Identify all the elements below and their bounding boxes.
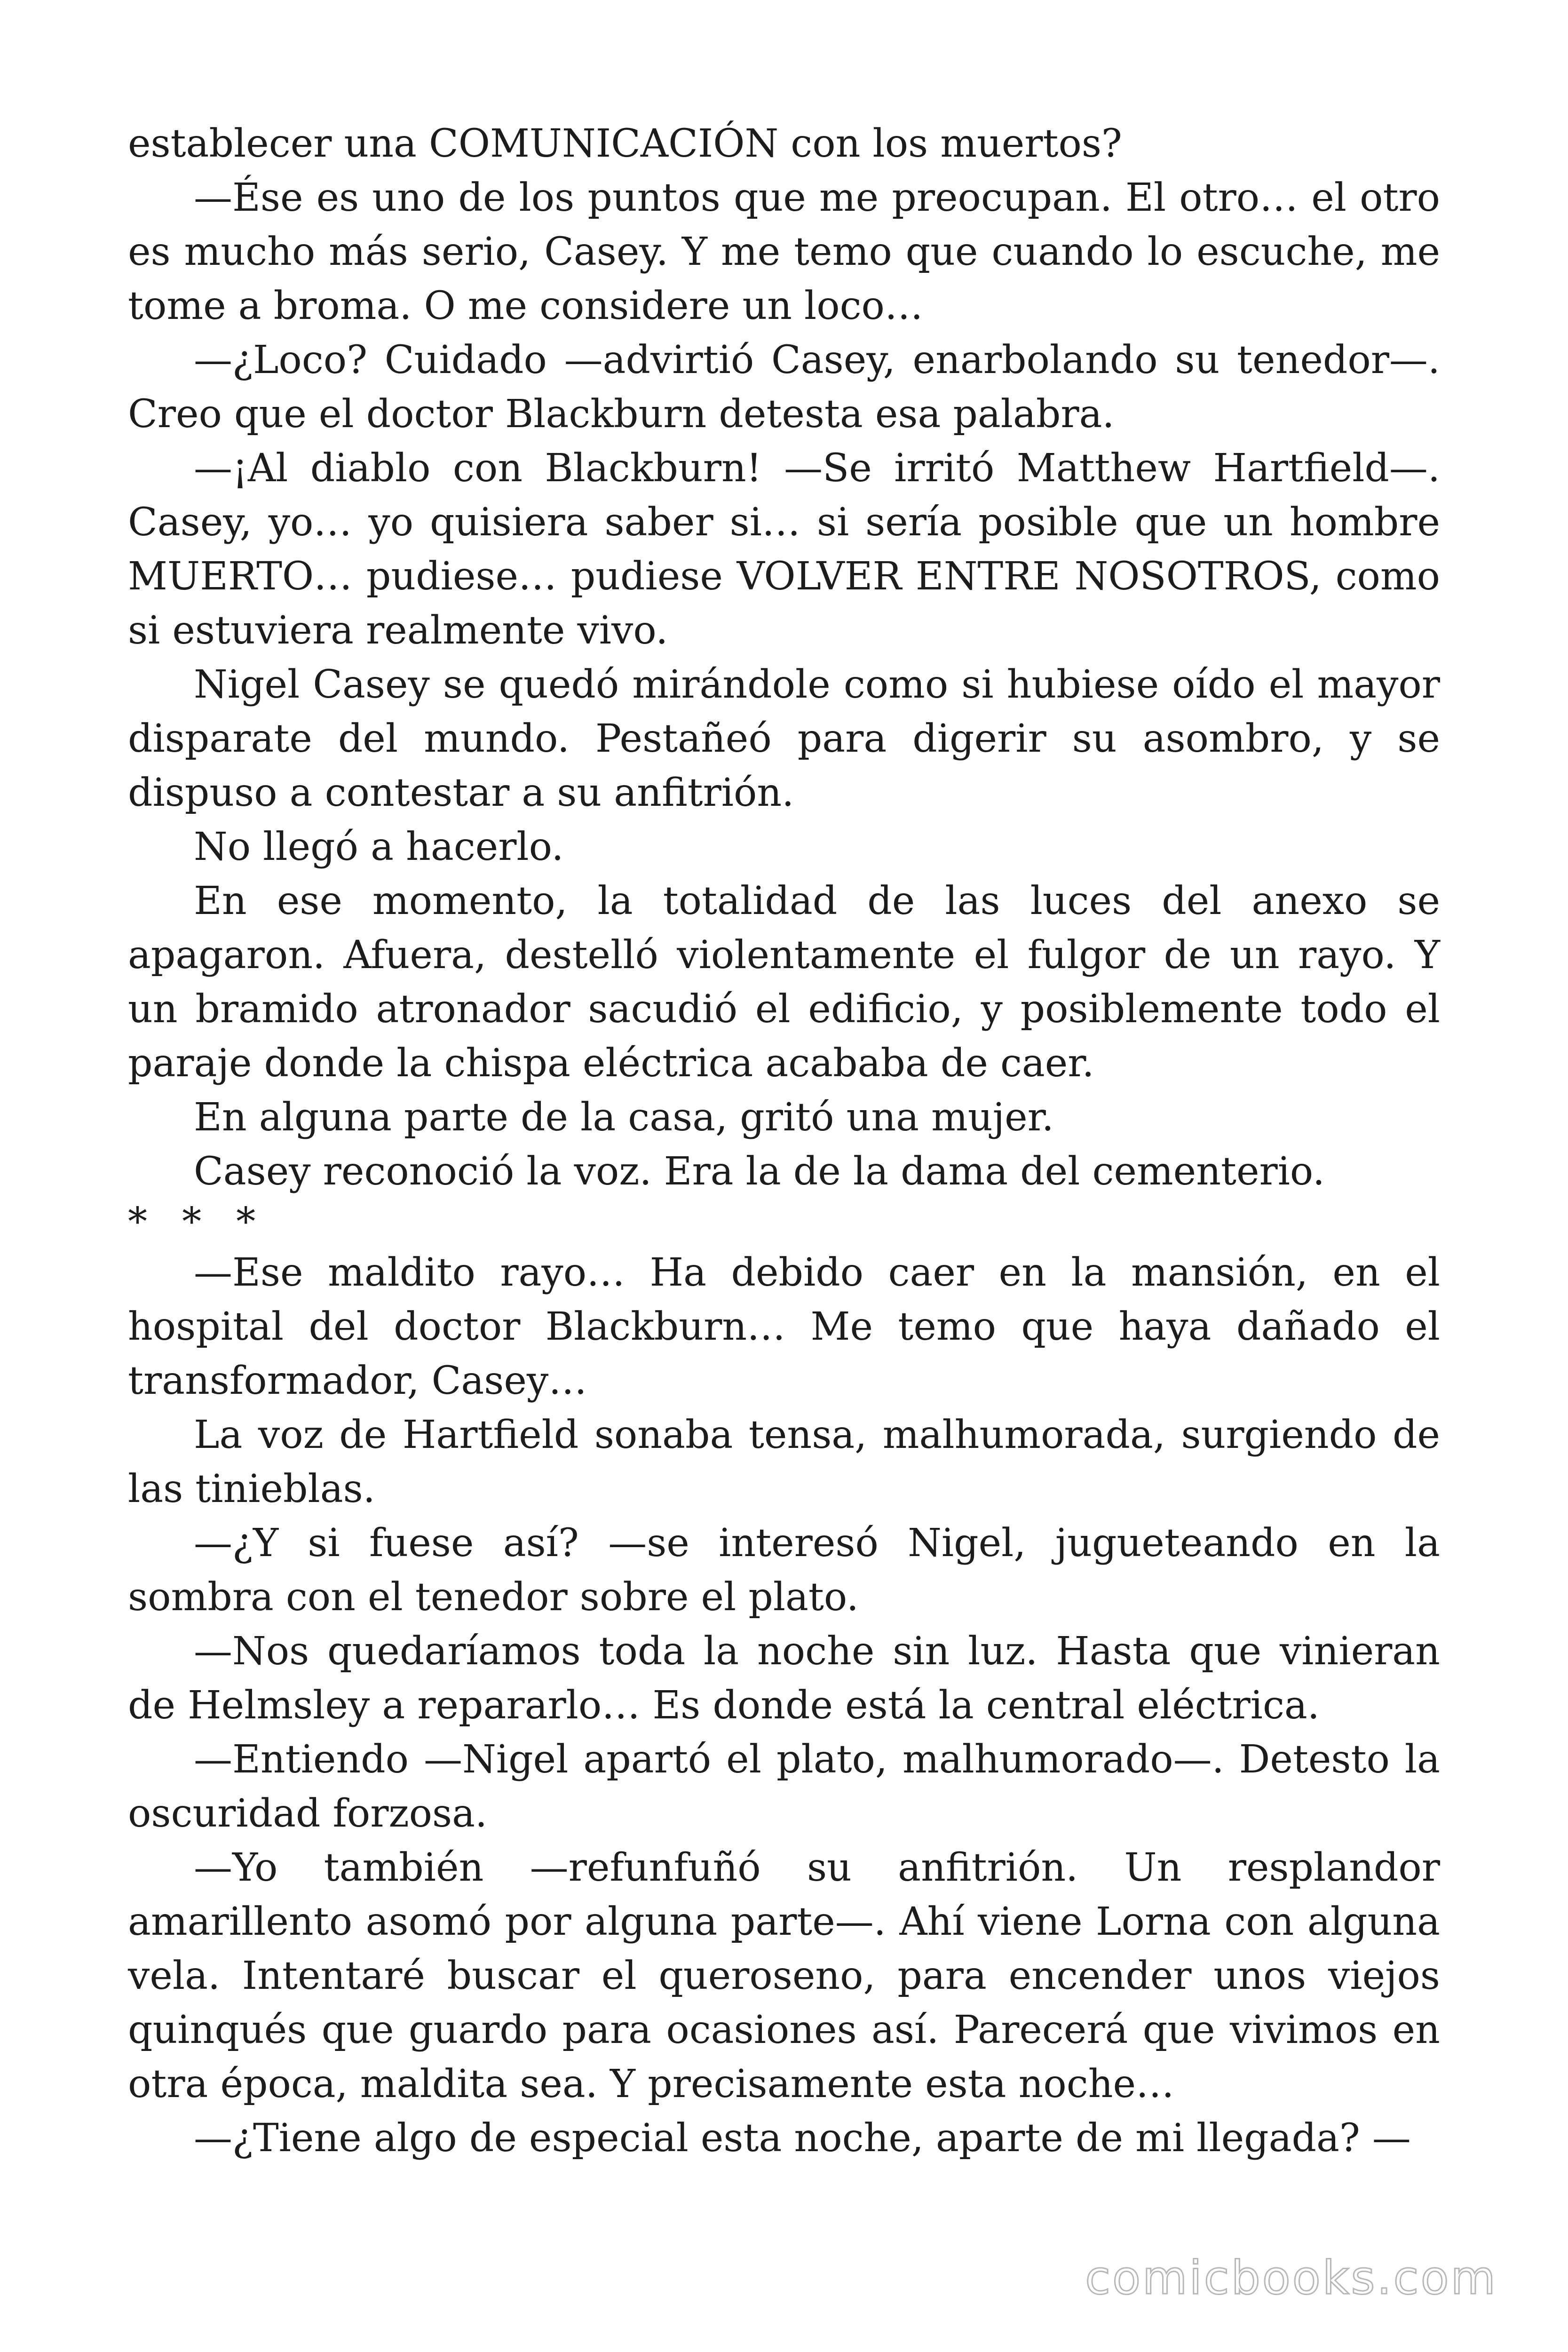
- paragraph: —Ése es uno de los puntos que me preocupan. El otro… el otro es mucho más serio, Casey. Y me temo que cuando lo escuche, me tome a broma. O me considere un loco…: [128, 175, 1440, 328]
- paragraph: La voz de Hartfield sonaba tensa, malhumorada, surgiendo de las tinieblas.: [128, 1413, 1440, 1511]
- paragraph: Casey reconoció la voz. Era la de la dama del cementerio.: [194, 1149, 1325, 1194]
- paragraph: —Yo también —refunfuñó su anfitrión. Un resplandor amarillento asomó por alguna parte—. Ahí viene Lorna con alguna vela. Intentaré buscar el queroseno, para encender unos viejos quinqués que guardo para ocasiones así. Parecerá que vivimos en otra época, maldita sea. Y precisamente esta noche…: [128, 1845, 1440, 2106]
- paragraph: En ese momento, la totalidad de las luces del anexo se apagaron. Afuera, destelló violentamente el fulgor de un rayo. Y un bramido atronador sacudió el edificio, y posiblemente todo el paraje donde la chispa eléctrica acababa de caer.: [128, 879, 1440, 1086]
- paragraph: En alguna parte de la casa, gritó una mujer.: [194, 1095, 1054, 1140]
- paragraph: —¿Y si fuese así? —se interesó Nigel, jugueteando en la sombra con el tenedor sobre el plato.: [128, 1521, 1440, 1620]
- paragraph: establecer una COMUNICACIÓN con los muertos?: [128, 121, 1122, 166]
- paragraph: —¡Al diablo con Blackburn! —Se irritó Matthew Hartfield—. Casey, yo… yo quisiera saber si… si sería posible que un hombre MUERTO… pudiese… pudiese VOLVER ENTRE NOSOTROS, como si estuviera realmente vivo.: [128, 446, 1440, 653]
- paragraph: No llegó a hacerlo.: [194, 825, 564, 869]
- paragraph: —Nos quedaríamos toda la noche sin luz. Hasta que vinieran de Helmsley a repararlo… Es donde está la central eléctrica.: [128, 1629, 1440, 1728]
- paragraph: —Ese maldito rayo… Ha debido caer en la mansión, en el hospital del doctor Blackburn… Me temo que haya dañado el transformador, Casey…: [128, 1250, 1440, 1403]
- paragraph: Nigel Casey se quedó mirándole como si hubiese oído el mayor disparate del mundo. Pestañeó para digerir su asombro, y se dispuso a contestar a su anfitrión.: [128, 662, 1440, 815]
- watermark: comicbooks.com: [1085, 2251, 1497, 2305]
- paragraph: —¿Loco? Cuidado —advirtió Casey, enarbolando su tenedor—. Creo que el doctor Blackburn detesta esa palabra.: [128, 338, 1440, 437]
- paragraph: —Entiendo —Nigel apartó el plato, malhumorado—. Detesto la oscuridad forzosa.: [128, 1737, 1440, 1836]
- scene-break: * * *: [128, 1200, 267, 1244]
- paragraph: —¿Tiene algo de especial esta noche, aparte de mi llegada? —: [194, 2116, 1411, 2161]
- body-text: [128, 117, 1440, 2165]
